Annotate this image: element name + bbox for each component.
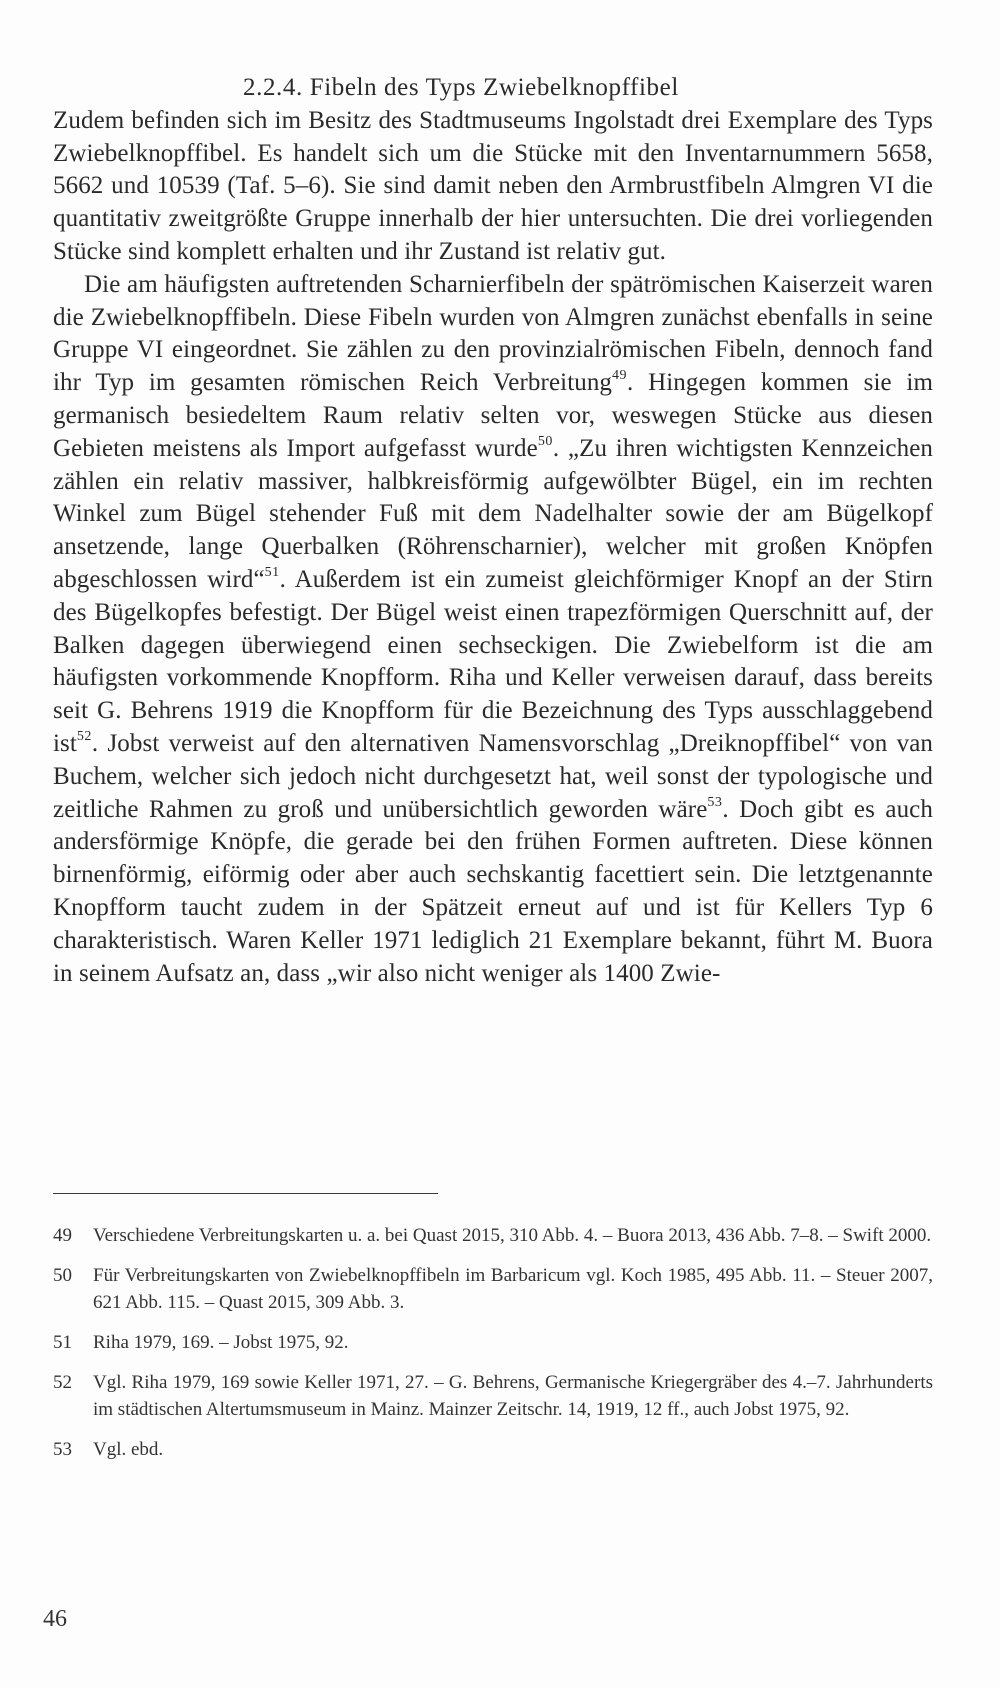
paragraph-2-text: . Außerdem ist ein zumeist gleichförmiger Knopf an der Stirn des Bügelkopfes befestigt. Der Bügel weist einen trapezförmigen Querschnitt auf, der Balken dagegen überwiegend einen sechseckigen. Die Zwiebelform ist die am häufigsten vorkommende Knopfform. Riha und Keller verweisen darauf, dass bereits seit G. Behrens 1919 die Knopfform für die Bezeichnung des Typs ausschlaggebend ist bbox=[53, 565, 933, 757]
footnote-text: Riha 1979, 169. – Jobst 1975, 92. bbox=[93, 1332, 349, 1353]
paragraph-2-text: . Doch gibt es auch andersförmige Knöpfe, die gerade bei den frühen Formen auftreten. Diese können birnenförmig, eiförmig oder aber auch sechskantig facettiert sein. Die letztgenannte Knopfform taucht zudem in der Spätzeit erneut auf und ist für Kellers Typ 6 charakteristisch. Waren Keller 1971 lediglich 21 Exemplare bekannt, führt M. Buora in seinem Aufsatz an, dass „wir also nicht weniger als 1400 Zwie- bbox=[53, 795, 933, 987]
footnote bbox=[53, 1262, 933, 1316]
footnote bbox=[53, 1222, 933, 1249]
footnote bbox=[53, 1369, 933, 1423]
page-number: 46 bbox=[43, 1606, 67, 1632]
paragraph-2-text: . Jobst verweist auf den alternativen Namensvorschlag „Dreiknopffibel“ von van Buchem, welcher sich jedoch nicht durchgesetzt hat, weil sonst der typologische und zeitliche Rahmen zu groß und unübersichtlich geworden wäre bbox=[53, 729, 933, 823]
paragraph-2-text: Die am häufigsten auftretenden Scharnierfibeln der spätrömischen Kaiserzeit waren die Zwiebelknopffibeln. Diese Fibeln wurden von Almgren zunächst ebenfalls in seine Gruppe VI eingeordnet. Sie zählen zu den provinzialrömischen Fibeln, dennoch fand ihr Typ im gesamten römischen Reich Verbreitung bbox=[53, 270, 933, 397]
footnote-number: 53 bbox=[53, 1439, 72, 1460]
paragraph-2-text: . Hingegen kommen sie im germanisch besiedeltem Raum relativ selten vor, weswegen Stücke aus diesen Gebieten meistens als Import aufgefasst wurde bbox=[53, 369, 933, 462]
paragraph-2 bbox=[53, 269, 933, 991]
footnote-number: 50 bbox=[53, 1265, 72, 1286]
footnote-divider bbox=[53, 1193, 438, 1194]
paragraph-1: Zudem befinden sich im Besitz des Stadtmuseums Ingolstadt drei Exemplare des Typs Zwiebelknopffibel. Es handelt sich um die Stücke mit den Inventarnummern 5658, 5662 und 10539 (Taf. 5–6). Sie sind damit neben den Armbrustfibeln Almgren VI die quantitativ zweitgrößte Gruppe innerhalb der hier untersuchten. Die drei vorliegenden Stücke sind komplett erhalten und ihr Zustand ist relativ gut. bbox=[53, 106, 933, 265]
footnote-ref: 49 bbox=[612, 368, 628, 384]
footnotes bbox=[53, 1222, 933, 1476]
footnote-text: Verschiedene Verbreitungskarten u. a. bei Quast 2015, 310 Abb. 4. – Buora 2013, 436 Abb. 7–8. – Swift 2000. bbox=[93, 1225, 932, 1246]
section-heading: 2.2.4. Fibeln des Typs Zwiebelknopffibel bbox=[243, 74, 679, 101]
paragraph-2-text: . „Zu ihren wichtigsten Kennzeichen zählen ein relativ massiver, halbkreisförmig aufgewölbter Bügel, ein im rechten Winkel zum Bügel stehender Fuß mit dem Nadelhalter sowie der am Bügelkopf ansetzende, lange Querbalken (Röhrenscharnier), welcher mit großen Knöpfen abgeschlossen wird“ bbox=[53, 434, 933, 593]
footnote-number: 49 bbox=[53, 1225, 72, 1246]
footnote-text: Vgl. Riha 1979, 169 sowie Keller 1971, 27. – G. Behrens, Germanische Kriegergräber des 4.–7. Jahrhunderts im städtischen Altertumsmuseum in Mainz. Mainzer Zeitschr. 14, 1919, 12 ff., auch Jobst 1975, 92. bbox=[93, 1372, 933, 1420]
main-text bbox=[53, 72, 933, 990]
footnote bbox=[53, 1329, 933, 1356]
footnote-ref: 50 bbox=[537, 433, 553, 449]
footnote-number: 52 bbox=[53, 1372, 72, 1393]
footnote-number: 51 bbox=[53, 1332, 72, 1353]
footnote bbox=[53, 1436, 933, 1463]
footnote-ref: 52 bbox=[76, 728, 92, 744]
footnote-ref: 53 bbox=[707, 794, 723, 810]
footnote-text: Für Verbreitungskarten von Zwiebelknopffibeln im Barbaricum vgl. Koch 1985, 495 Abb. 11. – Steuer 2007, 621 Abb. 115. – Quast 2015, 309 Abb. 3. bbox=[93, 1265, 933, 1313]
footnote-text: Vgl. ebd. bbox=[93, 1439, 164, 1460]
footnote-ref: 51 bbox=[264, 564, 280, 580]
